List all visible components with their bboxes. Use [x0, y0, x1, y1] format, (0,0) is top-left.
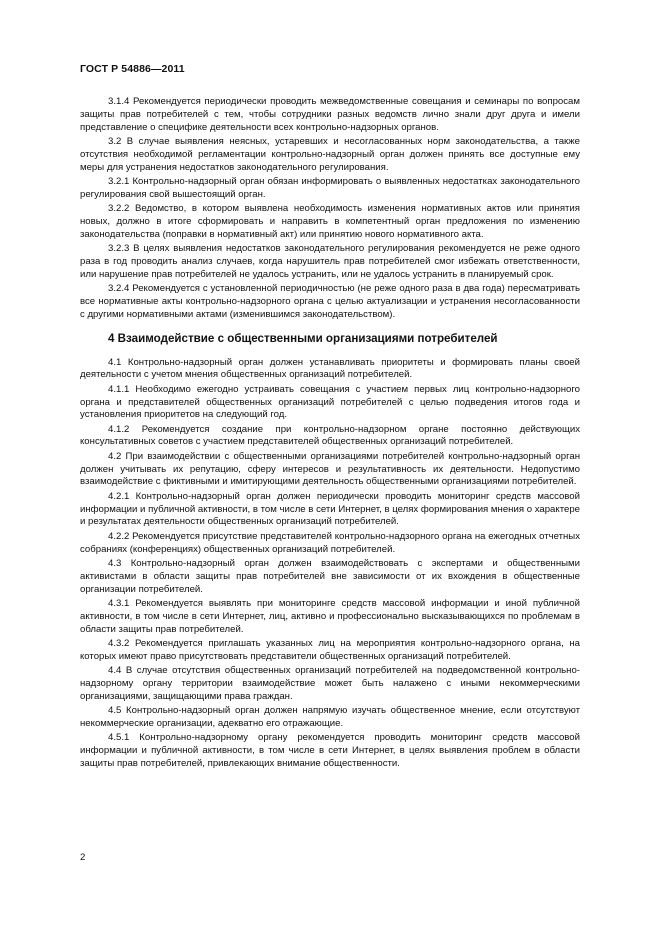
clause-4-1-2: 4.1.2 Рекомендуется создание при контрольно-надзорном органе постоянно действующих консультативных советов с участием представителей общественных организаций потребителей. — [80, 423, 580, 448]
document-header: ГОСТ Р 54886—2011 — [80, 63, 185, 75]
clause-3-2-4: 3.2.4 Рекомендуется с установленной периодичностью (не реже одного раза в два года) пересматривать все нормативные акты контрольно-надзорного органа с целью актуализации и устранения несогласованности с другими нормативными актами (изменившимся законодательством). — [80, 283, 580, 320]
clause-4-2-2: 4.2.2 Рекомендуется присутствие представителей контрольно-надзорного органа на ежегодных отчетных собраниях (конференциях) общественных организаций потребителей. — [80, 530, 580, 555]
clause-4-4: 4.4 В случае отсутствия общественных организаций потребителей на подведомственной контрольно-надзорному органу территории взаимодействие может быть налажено с иными некоммерческими организациями, защищающими права граждан. — [80, 665, 580, 702]
page-number: 2 — [80, 852, 86, 863]
clause-3-1-4: 3.1.4 Рекомендуется периодически проводить межведомственные совещания и семинары по вопросам защиты прав потребителей с тем, чтобы сотрудники разных ведомств лично знали друг друга и имели представление о специфике деятельности всех контрольно-надзорных органов. — [80, 96, 580, 133]
clause-4-1-1: 4.1.1 Необходимо ежегодно устраивать совещания с участием первых лиц контрольно-надзорного органа и представителей общественных организаций потребителей с целью подведения итогов года и установления приоритетов на следующий год. — [80, 383, 580, 421]
section-4-heading: 4 Взаимодействие с общественными организациями потребителей — [108, 331, 498, 345]
clause-3-2-2: 3.2.2 Ведомство, в котором выявлена необходимость изменения нормативных актов или принятия новых, должно в итоге сформировать и направить в компетентный орган предложения по изменению законодательства (поправки в нормативный акт) или принятию нового нормативного акта. — [80, 203, 580, 240]
clause-4-2: 4.2 При взаимодействии с общественными организациями потребителей контрольно-надзорный орган должен учитывать их репутацию, сферу интересов и результативность их деятельности. Недопустимо взаимодействие с фиктивными и имитирующими деятельность общественными организациями потребителей. — [80, 450, 580, 488]
clause-3-2: 3.2 В случае выявления неясных, устаревших и несогласованных норм законодательства, а также отсутствия необходимой регламентации контрольно-надзорный орган должен принять все доступные ему меры для устранения недостатков законодательного регулирования. — [80, 135, 580, 173]
clause-3-2-3: 3.2.3 В целях выявления недостатков законодательного регулирования рекомендуется не реже одного раза в год проводить анализ случаев, когда нарушитель прав потребителей смог избежать ответственности, или нарушение прав потребителей не удалось устранить, или не удалось устранить в планируемый срок. — [80, 243, 580, 280]
clause-4-1: 4.1 Контрольно-надзорный орган должен устанавливать приоритеты и формировать планы своей деятельности с учетом мнения общественных организаций потребителей. — [80, 356, 580, 381]
clause-4-5: 4.5 Контрольно-надзорный орган должен напрямую изучать общественное мнение, если отсутствуют некоммерческие организации, адекватно его отражающие. — [80, 705, 580, 729]
document-body — [80, 96, 580, 772]
clause-4-3: 4.3 Контрольно-надзорный орган должен взаимодействовать с экспертами и общественными активистами в области защиты прав потребителей вне зависимости от их вхождения в общественные организации потребителей. — [80, 558, 580, 595]
clause-3-2-1: 3.2.1 Контрольно-надзорный орган обязан информировать о выявленных недостатках законодательного регулирования свой вышестоящий орган. — [80, 175, 580, 200]
clause-4-3-2: 4.3.2 Рекомендуется приглашать указанных лиц на мероприятия контрольно-надзорного органа, на которых имеют право присутствовать представители общественных организаций потребителей. — [80, 638, 580, 662]
clause-4-2-1: 4.2.1 Контрольно-надзорный орган должен периодически проводить мониторинг средств массовой информации и публичной активности, в том числе в сети Интернет, в целях формирования мнения о характере и результатах деятельности общественных организаций потребителей. — [80, 490, 580, 528]
clause-4-5-1: 4.5.1 Контрольно-надзорному органу рекомендуется проводить мониторинг средств массовой информации и публичной активности, в том числе в сети Интернет, в целях выявления проблем в области защиты прав потребителей, привлекающих внимание общественности. — [80, 732, 580, 769]
clause-4-3-1: 4.3.1 Рекомендуется выявлять при мониторинге средств массовой информации и иной публичной активности, в том числе в сети Интернет, лиц, активно и профессионально высказывающихся по проблемам в области защиты прав потребителей. — [80, 598, 580, 635]
